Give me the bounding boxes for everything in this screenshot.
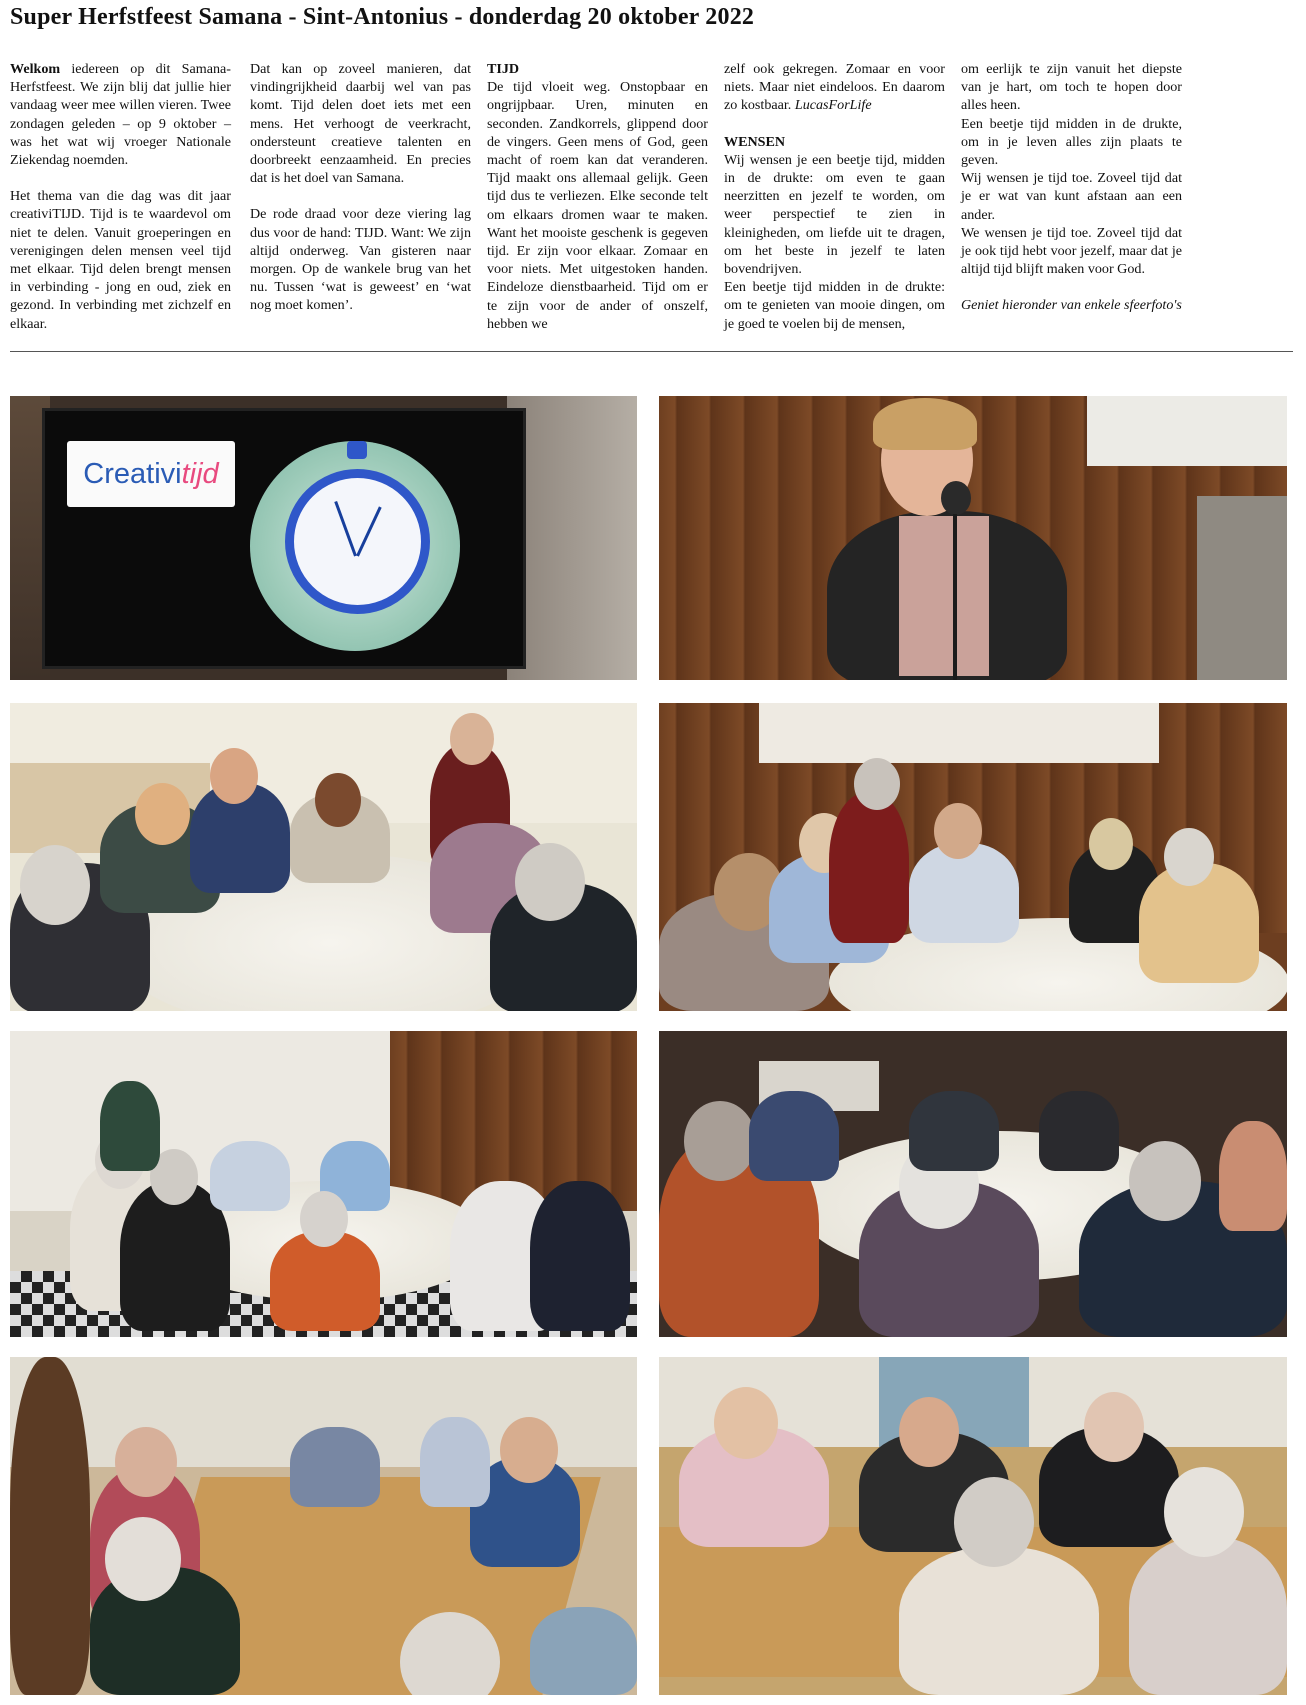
hair	[873, 398, 977, 450]
person-head	[714, 1387, 778, 1459]
person-head	[105, 1517, 181, 1601]
door	[10, 1357, 90, 1695]
person-head	[684, 1101, 756, 1181]
paragraph: iedereen op dit Samana-Herfstfeest. We zijn blij dat jullie hier vandaag weer mee willen vieren. Twee zondagen geleden – op 9 oktober – was het wat wij vroeger Nationale Ziekendag noemden.	[10, 61, 231, 169]
section-heading: WENSEN	[724, 133, 786, 150]
logo-accent-text: tijd	[181, 458, 219, 490]
divider	[10, 351, 1293, 352]
person-head	[115, 1427, 177, 1497]
person	[909, 1091, 999, 1171]
person-head	[899, 1397, 959, 1467]
mic-stand	[953, 514, 957, 680]
presentation-screen	[42, 408, 526, 669]
person	[530, 1607, 637, 1695]
clock-hand	[334, 501, 357, 557]
person-head	[1164, 1467, 1244, 1557]
person	[749, 1091, 839, 1181]
stopwatch-crown	[347, 441, 367, 459]
person-head	[515, 843, 585, 921]
paragraph: Wij wensen je tijd toe. Zoveel tijd dat je er wat van kunt afstaan aan een ander.	[961, 170, 1182, 223]
person-head	[954, 1477, 1034, 1567]
section-heading: TIJD	[487, 61, 520, 77]
person	[210, 1141, 290, 1211]
photo-pillar	[1197, 496, 1287, 680]
person	[420, 1417, 490, 1507]
person-head	[20, 845, 90, 925]
photo-caption: Geniet hieronder van enkele sfeerfoto's	[961, 297, 1182, 314]
person-head	[315, 773, 361, 827]
paragraph: Een beetje tijd midden in de drukte, om in je leven alles zijn plaats te geven.	[961, 115, 1182, 169]
person-head	[135, 783, 190, 845]
photo-wall	[507, 396, 637, 680]
person-head	[210, 748, 258, 804]
person-head	[1129, 1141, 1201, 1221]
lead-word: Welkom	[10, 61, 61, 77]
person	[530, 1181, 630, 1331]
person-head	[450, 713, 494, 765]
photo-dinner-4	[659, 1031, 1287, 1337]
person-head	[1164, 828, 1214, 886]
column-3	[487, 60, 708, 333]
person	[1129, 1537, 1287, 1695]
paragraph: Een beetje tijd midden in de drukte: om te genieten van mooie dingen, om je goed te voelen bij de mensen,	[724, 279, 945, 332]
photo-speaker	[659, 396, 1287, 680]
person-head	[934, 803, 982, 859]
person	[290, 1427, 380, 1507]
person-head	[500, 1417, 558, 1483]
clock-hand	[356, 506, 382, 556]
photo-wall	[1087, 396, 1287, 466]
person	[100, 1081, 160, 1171]
column-4	[724, 60, 945, 333]
photo-dinner-5	[10, 1357, 637, 1695]
paragraph: zelf ook gekregen. Zomaar en voor niets. Maar niet eindeloos. En daarom zo kostbaar.	[724, 61, 945, 114]
paragraph: om eerlijk te zijn vanuit het diepste van je hart, om toch te hopen door alles heen.	[961, 61, 1182, 114]
paragraph: De rode draad voor deze viering lag dus voor de hand: TIJD. Want: We zijn altijd onderweg. Van gisteren naar morgen. Op de wankele brug van het nu. Tussen ‘wat is geweest’ en ‘wat nog moet komen’.	[250, 206, 471, 314]
person-head	[1084, 1392, 1144, 1462]
photo-dinner-2	[659, 703, 1287, 1011]
column-2	[250, 60, 471, 315]
person-waiter	[829, 793, 909, 943]
signature: LucasForLife	[794, 97, 872, 114]
person-head	[854, 758, 900, 810]
paragraph: Wij wensen je een beetje tijd, midden in de drukte: om even te gaan neerzitten en jezelf te worden, om weer perspectief te zien in kleinigheden, om liefde uit te dragen, om het beste in jezelf te laten bovendrijven.	[724, 151, 945, 278]
projection-screen	[759, 703, 1159, 763]
person	[1219, 1121, 1287, 1231]
person	[1039, 1091, 1119, 1171]
person-head	[300, 1191, 348, 1247]
paragraph: De tijd vloeit weg. Onstopbaar en ongrijpbaar. Uren, minuten en seconden. Zandkorrels, glippend door de vingers. Geen mens of God, geen macht of roem kan dat veranderen. Tijd maakt ons allemaal gelijk. Geen tijd dus te verliezen. Elke seconde telt om elkaars dromen waar te maken. Want het mooiste geschenk is gegeven tijd. Er zijn voor elkaar. Zomaar en voor niets. Met uitgestoken handen. Eindeloze dienstbaarheid. Tijd om er te zijn voor de ander of onszelf, hebben we	[487, 79, 708, 332]
blouse	[899, 516, 989, 676]
photo-dinner-3	[10, 1031, 637, 1337]
person-head	[1089, 818, 1133, 870]
microphone-icon	[941, 481, 971, 515]
photo-dinner-1	[10, 703, 637, 1011]
creativitijd-logo	[67, 441, 235, 507]
photo-screen	[10, 396, 637, 680]
paragraph: We wensen je tijd toe. Zoveel tijd dat je ook tijd hebt voor jezelf, maar dat je altijd tijd blijft maken voor God.	[961, 224, 1182, 278]
column-5	[961, 60, 1182, 315]
paragraph: Dat kan op zoveel manieren, dat vindingrijkheid daarbij wel van pas komt. Tijd delen doet iets met een mens. Het verhoogt de veerkracht, ondersteunt creatieve talenten en doorbreekt eenzaamheid. En precies dat is het doel van Samana.	[250, 61, 471, 187]
page-title: Super Herfstfeest Samana - Sint-Antonius - donderdag 20 oktober 2022	[10, 4, 755, 30]
article-columns	[10, 60, 1293, 345]
logo-text: Creativi	[83, 458, 182, 490]
column-1	[10, 60, 231, 333]
person	[899, 1547, 1099, 1695]
stopwatch-icon	[285, 469, 430, 614]
photo-dinner-6	[659, 1357, 1287, 1695]
paragraph: Het thema van die dag was dit jaar creativiTIJD. Tijd is te waardevol om niet te delen. Vanuit groeperingen en verenigingen delen mensen veel tijd met elkaar. Tijd delen brengt mensen in verbinding - jong en oud, ziek en gezond. In verbinding met zichzelf en elkaar.	[10, 188, 231, 332]
